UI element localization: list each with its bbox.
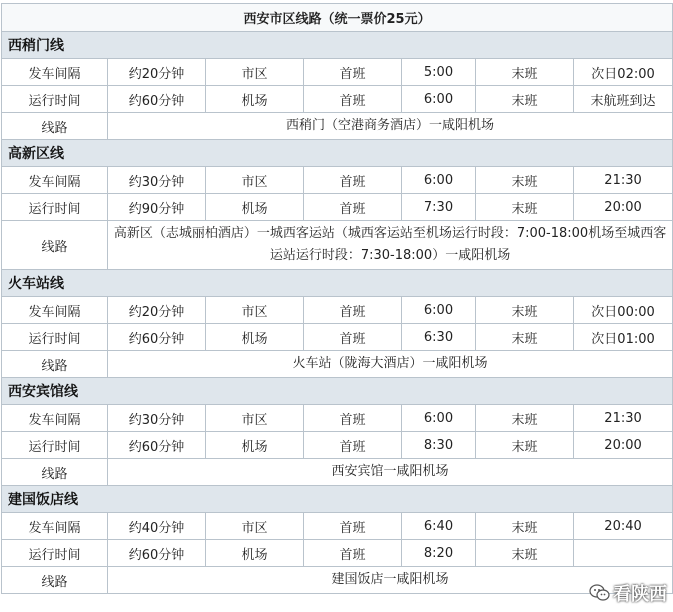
route-row <box>2 221 673 270</box>
place-label: 机场 <box>206 194 304 221</box>
route-value: 高新区（志城丽柏酒店）一城西客运站（城西客运站至机场运行时段：7:00-18:00机场至城西客运站运行时段：7:30-18:00）一咸阳机场 <box>108 221 673 270</box>
section-header-row <box>2 486 673 513</box>
runtime-row <box>2 324 673 351</box>
place-label: 市区 <box>206 167 304 194</box>
first-bus-time: 6:00 <box>402 86 476 113</box>
last-bus-label: 末班 <box>476 432 574 459</box>
last-bus-time: 21:30 <box>574 167 673 194</box>
place-label: 市区 <box>206 513 304 540</box>
duration-value: 约20分钟 <box>108 297 206 324</box>
route-label: 线路 <box>2 567 108 594</box>
row-label: 运行时间 <box>2 194 108 221</box>
first-bus-time: 6:00 <box>402 405 476 432</box>
row-label: 运行时间 <box>2 540 108 567</box>
route-label: 线路 <box>2 113 108 140</box>
duration-value: 约60分钟 <box>108 540 206 567</box>
first-bus-label: 首班 <box>304 86 402 113</box>
section-header-row <box>2 32 673 59</box>
first-bus-time: 8:30 <box>402 432 476 459</box>
place-label: 机场 <box>206 540 304 567</box>
airport-bus-schedule-table <box>1 3 673 594</box>
row-label: 发车间隔 <box>2 513 108 540</box>
last-bus-time: 21:30 <box>574 405 673 432</box>
place-label: 市区 <box>206 405 304 432</box>
route-value: 西安宾馆一咸阳机场 <box>108 459 673 486</box>
route-label: 线路 <box>2 459 108 486</box>
first-bus-label: 首班 <box>304 167 402 194</box>
section-header-row <box>2 378 673 405</box>
route-value: 西稍门（空港商务酒店）一咸阳机场 <box>108 113 673 140</box>
route-label: 线路 <box>2 351 108 378</box>
interval-row <box>2 405 673 432</box>
last-bus-label: 末班 <box>476 324 574 351</box>
first-bus-label: 首班 <box>304 324 402 351</box>
watermark-text: 看陕西 <box>613 584 667 605</box>
first-bus-label: 首班 <box>304 59 402 86</box>
watermark <box>589 580 667 606</box>
interval-row <box>2 513 673 540</box>
last-bus-time: 20:00 <box>574 432 673 459</box>
place-label: 机场 <box>206 432 304 459</box>
first-bus-time: 6:30 <box>402 324 476 351</box>
route-value: 建国饭店一咸阳机场 <box>108 567 673 594</box>
last-bus-label: 末班 <box>476 405 574 432</box>
first-bus-label: 首班 <box>304 540 402 567</box>
duration-value: 约40分钟 <box>108 513 206 540</box>
first-bus-label: 首班 <box>304 432 402 459</box>
last-bus-label: 末班 <box>476 86 574 113</box>
route-row <box>2 459 673 486</box>
duration-value: 约20分钟 <box>108 59 206 86</box>
last-bus-label: 末班 <box>476 59 574 86</box>
row-label: 运行时间 <box>2 432 108 459</box>
section-name: 西安宾馆线 <box>2 378 673 405</box>
duration-value: 约60分钟 <box>108 432 206 459</box>
wechat-icon <box>589 584 611 602</box>
duration-value: 约90分钟 <box>108 194 206 221</box>
runtime-row <box>2 540 673 567</box>
last-bus-time: 次日01:00 <box>574 324 673 351</box>
duration-value: 约60分钟 <box>108 324 206 351</box>
runtime-row <box>2 432 673 459</box>
section-name: 高新区线 <box>2 140 673 167</box>
section-header-row <box>2 140 673 167</box>
last-bus-time: 20:00 <box>574 194 673 221</box>
first-bus-time: 5:00 <box>402 59 476 86</box>
duration-value: 约30分钟 <box>108 167 206 194</box>
row-label: 发车间隔 <box>2 59 108 86</box>
last-bus-label: 末班 <box>476 513 574 540</box>
route-value: 火车站（陇海大酒店）一咸阳机场 <box>108 351 673 378</box>
section-name: 西稍门线 <box>2 32 673 59</box>
row-label: 运行时间 <box>2 324 108 351</box>
route-row <box>2 567 673 594</box>
route-row <box>2 113 673 140</box>
interval-row <box>2 59 673 86</box>
row-label: 运行时间 <box>2 86 108 113</box>
route-label: 线路 <box>2 221 108 270</box>
interval-row <box>2 297 673 324</box>
last-bus-label: 末班 <box>476 194 574 221</box>
last-bus-time: 末航班到达 <box>574 86 673 113</box>
first-bus-label: 首班 <box>304 297 402 324</box>
place-label: 市区 <box>206 297 304 324</box>
section-header-row <box>2 270 673 297</box>
row-label: 发车间隔 <box>2 297 108 324</box>
row-label: 发车间隔 <box>2 167 108 194</box>
first-bus-time: 7:30 <box>402 194 476 221</box>
last-bus-label: 末班 <box>476 297 574 324</box>
route-row <box>2 351 673 378</box>
duration-value: 约60分钟 <box>108 86 206 113</box>
section-name: 火车站线 <box>2 270 673 297</box>
last-bus-time: 20:40 <box>574 513 673 540</box>
last-bus-time: 次日00:00 <box>574 297 673 324</box>
first-bus-label: 首班 <box>304 405 402 432</box>
interval-row <box>2 167 673 194</box>
row-label: 发车间隔 <box>2 405 108 432</box>
section-name: 建国饭店线 <box>2 486 673 513</box>
page-title: 西安市区线路（统一票价25元） <box>2 4 673 32</box>
last-bus-label: 末班 <box>476 167 574 194</box>
first-bus-time: 6:00 <box>402 297 476 324</box>
first-bus-time: 6:40 <box>402 513 476 540</box>
runtime-row <box>2 86 673 113</box>
first-bus-time: 6:00 <box>402 167 476 194</box>
place-label: 机场 <box>206 324 304 351</box>
last-bus-time: 次日02:00 <box>574 59 673 86</box>
first-bus-label: 首班 <box>304 513 402 540</box>
place-label: 机场 <box>206 86 304 113</box>
duration-value: 约30分钟 <box>108 405 206 432</box>
first-bus-time: 8:20 <box>402 540 476 567</box>
place-label: 市区 <box>206 59 304 86</box>
first-bus-label: 首班 <box>304 194 402 221</box>
last-bus-label: 末班 <box>476 540 574 567</box>
last-bus-time <box>574 540 673 567</box>
runtime-row <box>2 194 673 221</box>
